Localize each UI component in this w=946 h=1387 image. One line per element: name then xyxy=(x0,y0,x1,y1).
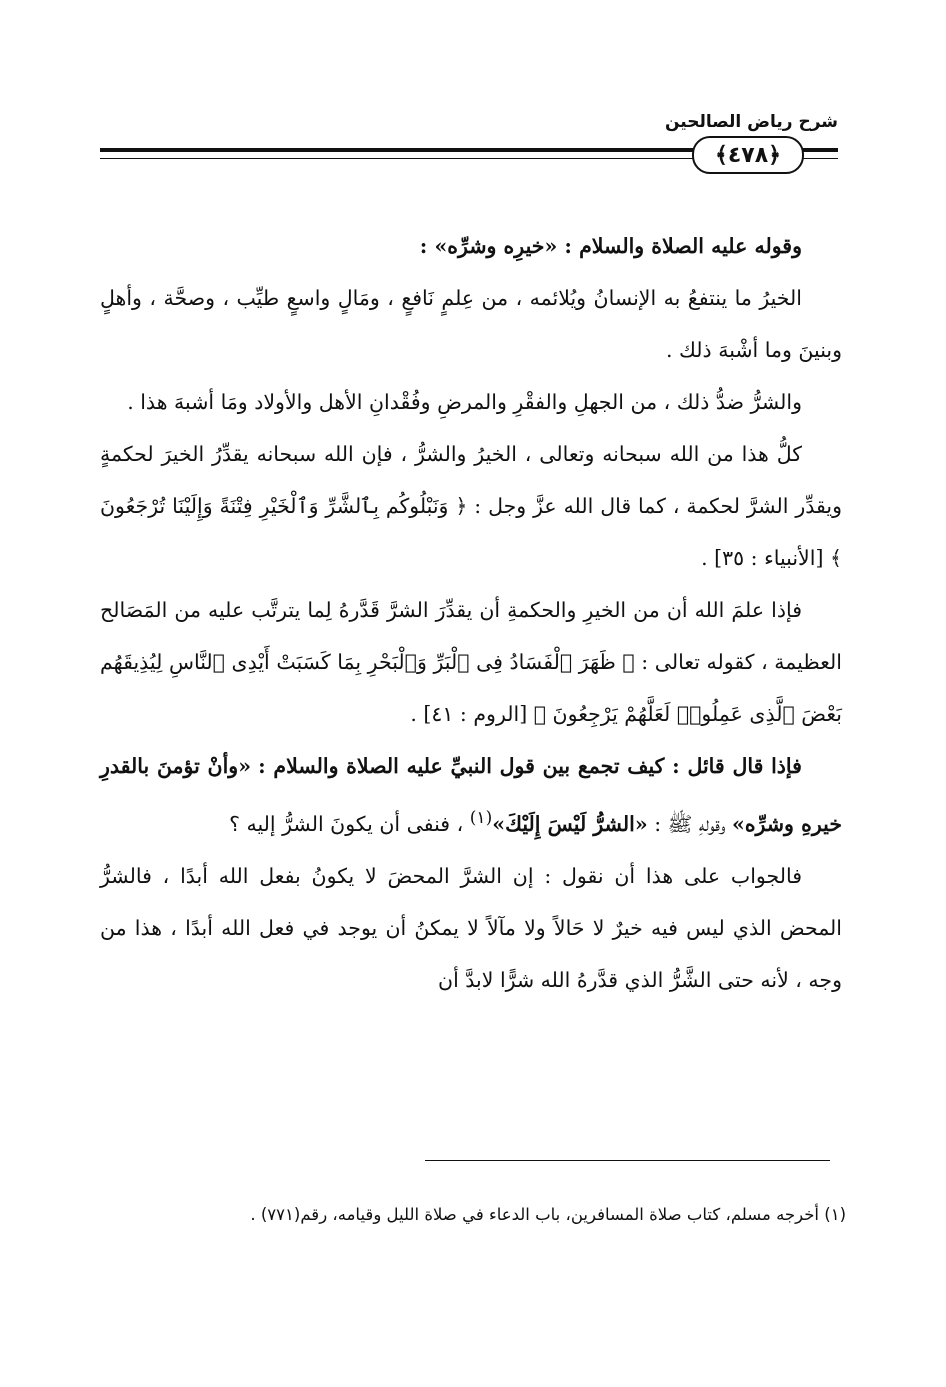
paragraph-3: والشرُّ ضدُّ ذلك ، من الجهلِ والفقْرِ والمرضِ وفُقْدانِ الأهل والأولاد ومَا أشبهَ هذا . xyxy=(127,390,802,414)
verse-reference: [الأنبياء : ٣٥] . xyxy=(701,546,824,570)
hadith-quote-2: «الشرُّ لَيْسَ إِلَيْكَ» xyxy=(492,811,648,836)
paragraph-7: فالجواب على هذا أن نقول : إن الشرَّ المحضَ لا يكونُ بفعل الله أبدًا ، فالشرُّ المحض الذي ليس فيه خيرٌ لا حَالاً ولا مآلاً لا يمكنُ أن يوجد في فعل الله أبدًا ، هذا من وجه ، لأنه حتى الشَّرُّ الذي قدَّرهُ الله شرًّا لابدَّ أن xyxy=(100,863,842,992)
main-text xyxy=(100,220,842,1006)
footnote: (١) أخرجه مسلم، كتاب صلاة المسافرين، باب الدعاء في صلاة الليل وقيامه، رقم(٧٧١) . xyxy=(250,1205,846,1224)
hadith-quote-1: «وأنْ تؤمنَ بالقدرِ خيرهِ وشرِّه» xyxy=(100,754,842,836)
paragraph-6-text: فإذا قال قائل : كيف تجمع بين قول النبيِّ عليه الصلاة والسلام : xyxy=(258,754,802,778)
paragraph-5-text: فإذا علمَ الله أن من الخيرِ والحكمةِ أن يقدِّرَ الشرَّ قَدَّرهُ لِما يترتَّب عليه من المَصَالح العظيمة ، كقوله تعالى : xyxy=(100,598,842,674)
paragraph-5 xyxy=(100,584,842,740)
paragraph-4 xyxy=(100,428,842,584)
running-title: شرح رياض الصالحين xyxy=(664,112,838,132)
paragraph-6-end: ، فنفى أن يكونَ الشرُّ إليه ؟ xyxy=(229,811,464,836)
paragraph-6 xyxy=(100,740,842,850)
paragraph-4-text: كلُّ هذا من الله سبحانه وتعالى ، الخيرُ والشرُّ ، فإن الله سبحانه يقدِّرُ الخيرَ لحكمةٍ ويقدِّر الشرَّ لحكمة ، كما قال الله عزَّ وجل : xyxy=(100,442,842,518)
section-lead: وقوله عليه الصلاة والسلام : «خيرِه وشرِّه» : xyxy=(419,234,802,258)
paragraph-2: الخيرُ ما ينتفعُ به الإنسانُ ويُلائمه ، من عِلمٍ نَافعٍ ، ومَالٍ واسعٍ طيِّب ، وصحَّة ، وأهلٍ وبنينَ وما أشْبهَ ذلك . xyxy=(100,286,842,362)
page-number: ﴾٤٧٨﴿ xyxy=(692,136,804,174)
footnote-marker[interactable]: (١) xyxy=(469,808,493,828)
footnote-divider xyxy=(425,1160,830,1161)
page-header xyxy=(100,112,838,182)
paragraph-6-mid: وقولهِ ﷺ : xyxy=(654,811,726,836)
verse-reference: [الروم : ٤١] . xyxy=(410,702,528,726)
paragraph-1 xyxy=(100,220,842,272)
quran-verse-rum: ﴿ ظَهَرَ ٱلْفَسَادُ فِى ٱلْبَرِّ وَٱلْبَحْرِ بِمَا كَسَبَتْ أَيْدِى ٱلنَّاسِ لِيُذِيقَهُم بَعْضَ ٱلَّذِى عَمِلُوا۟ لَعَلَّهُمْ يَرْجِعُونَ ﴾ xyxy=(100,650,842,726)
quran-verse-anbiya: ﴿ وَنَبْلُوكُم بِٱلشَّرِّ وَٱلْخَيْرِ فِتْنَةً وَإِلَيْنَا تُرْجَعُونَ ﴾ xyxy=(100,494,842,570)
